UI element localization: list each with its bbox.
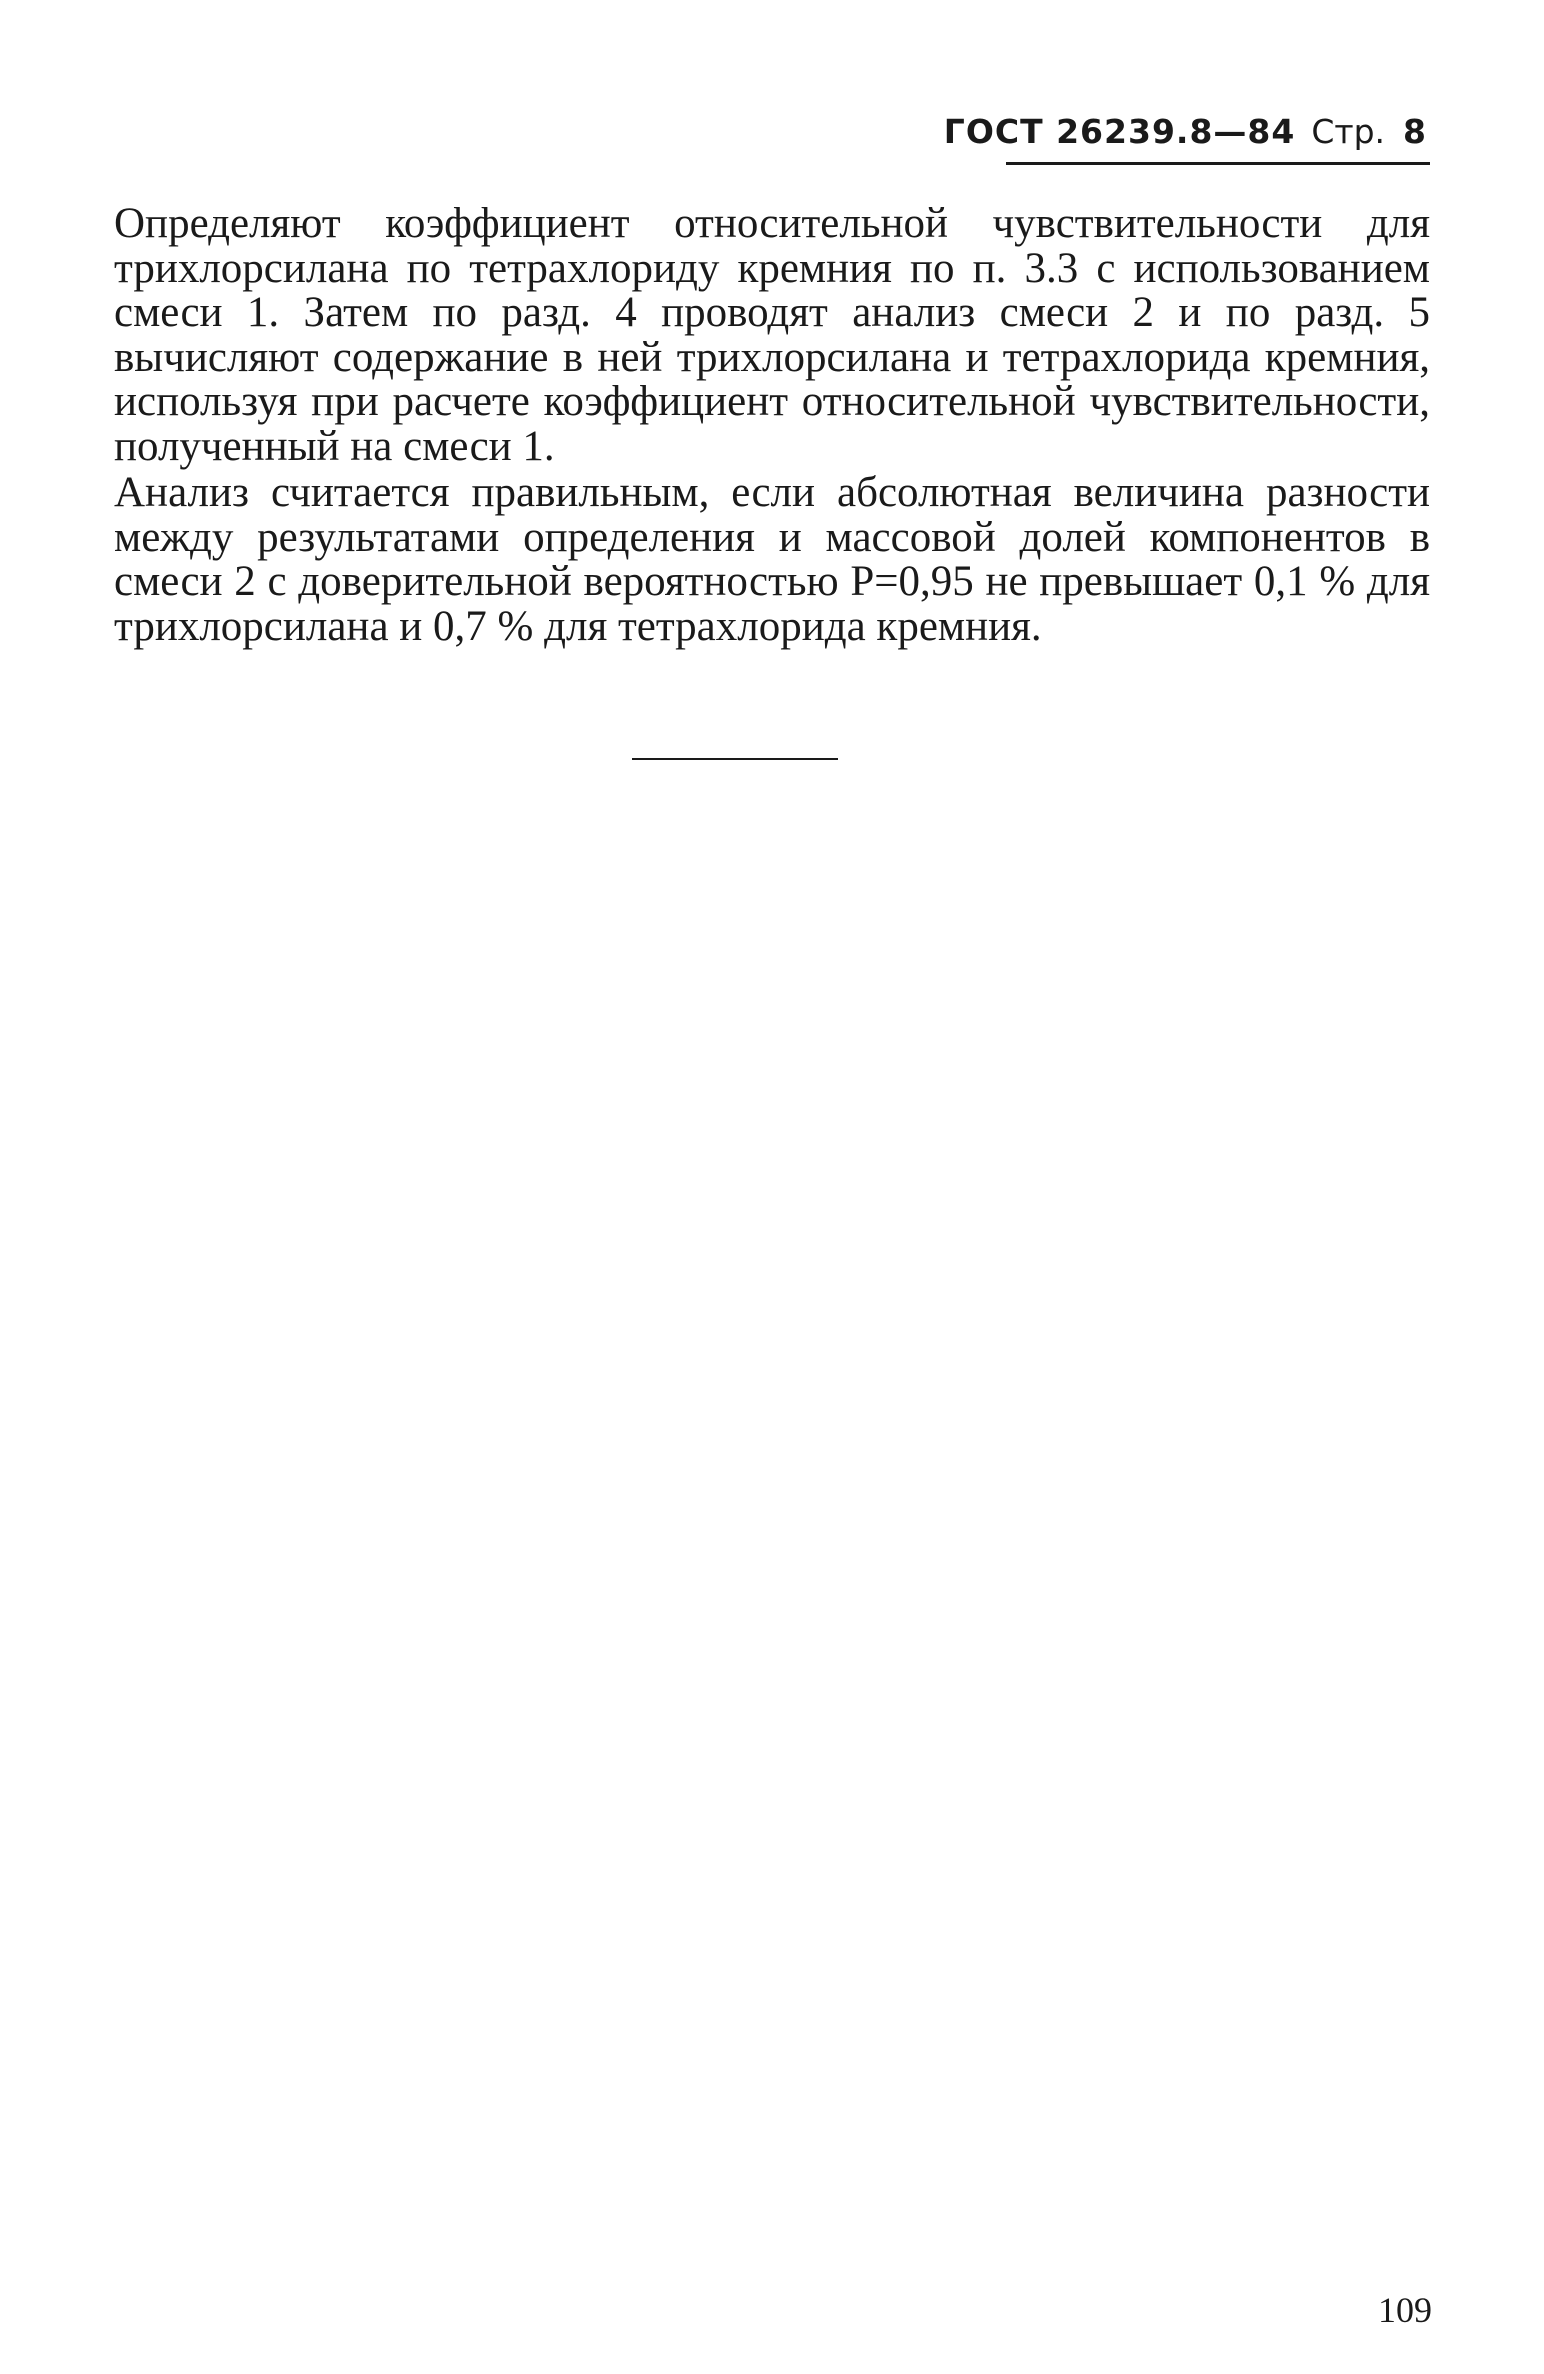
running-header (944, 112, 1426, 152)
body-text (114, 202, 1430, 651)
folio-number: 109 (1378, 2290, 1432, 2330)
standard-designation: ГОСТ 26239.8—84 (943, 112, 1296, 151)
header-rule (1006, 162, 1430, 165)
end-of-text-rule (632, 758, 838, 760)
page-label: Стр. (1311, 112, 1386, 151)
paragraph: Анализ считается правильным, если абсолютная величина разности между результатами определения и массовой долей компонентов в смеси 2 с доверительной вероятностью P=0,95 не превышает 0,1 % для трихлорсилана и 0,7 % для тетрахлорида кремния. (114, 469, 1430, 650)
paragraph: Определяют коэффициент относительной чувствительности для трихлорсилана по тетрахлориду кремния по п. 3.3 с использованием смеси 1. Затем по разд. 4 проводят анализ смеси 2 и по разд. 5 вычисляют содержание в ней трихлорсилана и тетрахлорида кремния, используя при расчете коэффициент относительной чувствительности, полученный на смеси 1. (114, 200, 1430, 470)
page-number: 8 (1403, 112, 1426, 151)
